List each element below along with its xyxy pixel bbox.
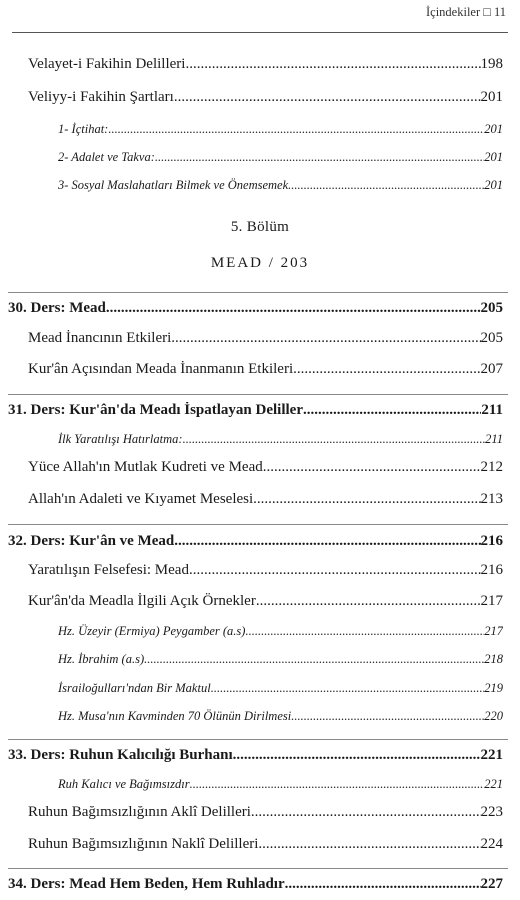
toc-subentry-page: 201 xyxy=(484,122,503,136)
dot-leader xyxy=(106,300,481,317)
lesson-page: 216 xyxy=(480,533,503,549)
part-title: MEAD / 203 xyxy=(210,255,310,271)
dot-leader xyxy=(211,681,485,696)
toc-subentry[interactable] xyxy=(58,777,503,792)
toc-subentry-title: İsrailoğulları'ndan Bir Maktul xyxy=(58,681,211,695)
dot-leader xyxy=(183,432,486,447)
lesson-title: 34. Ders: Mead Hem Beden, Hem Ruhladır xyxy=(8,876,285,892)
toc-subentry[interactable] xyxy=(58,150,503,165)
dot-leader xyxy=(233,747,481,764)
toc-entry-page: 223 xyxy=(480,804,503,820)
dot-leader xyxy=(253,491,480,508)
toc-subentry-page: 201 xyxy=(484,178,503,192)
lesson-title: 32. Ders: Kur'ân ve Mead xyxy=(8,533,175,549)
toc-subentry-title: Ruh Kalıcı ve Bağımsızdır xyxy=(58,777,190,791)
toc-subentry-title: Hz. Musa'nın Kavminden 70 Ölünün Dirilmesi xyxy=(58,709,292,723)
running-header xyxy=(426,5,506,20)
toc-subentry-title: 2- Adalet ve Takva: xyxy=(58,150,155,164)
toc-entry-title: Mead İnancının Etkileri xyxy=(28,330,172,346)
toc-subentry[interactable] xyxy=(58,652,503,667)
dot-leader xyxy=(155,150,484,165)
lesson-title: 33. Ders: Ruhun Kalıcılığı Burhanı xyxy=(8,747,233,763)
toc-subentry-title: Hz. Üzeyir (Ermiya) Peygamber (a.s) xyxy=(58,624,246,638)
toc-subentry-page: 220 xyxy=(484,709,503,723)
lesson-heading[interactable] xyxy=(8,533,503,550)
header-rule xyxy=(12,32,508,33)
toc-entry-title: Kur'ân Açısından Meada İnanmanın Etkileri xyxy=(28,361,294,377)
toc-subentry[interactable] xyxy=(58,122,503,137)
toc-entry[interactable] xyxy=(28,361,503,378)
toc-entry-title: Veliyy-i Fakihin Şartları xyxy=(28,89,174,105)
dot-leader xyxy=(256,593,481,610)
dot-leader xyxy=(190,777,485,792)
toc-entry-title: Ruhun Bağımsızlığının Aklî Delilleri xyxy=(28,804,251,820)
toc-entry-title: Ruhun Bağımsızlığının Naklî Delilleri xyxy=(28,836,259,852)
lesson-page: 227 xyxy=(480,876,503,892)
header-square-icon: □ xyxy=(483,5,491,19)
toc-entry[interactable] xyxy=(28,562,503,579)
toc-subentry-title: Hz. İbrahim (a.s) xyxy=(58,652,145,666)
lesson-page: 211 xyxy=(481,402,503,418)
toc-subentry-page: 201 xyxy=(484,150,503,164)
toc-entry[interactable] xyxy=(28,56,503,73)
toc-entry-page: 212 xyxy=(480,459,503,475)
lesson-separator xyxy=(8,394,508,395)
dot-leader xyxy=(263,459,481,476)
toc-entry-title: Yüce Allah'ın Mutlak Kudreti ve Mead xyxy=(28,459,263,475)
toc-subentry-title: 3- Sosyal Maslahatları Bilmek ve Önemsemek xyxy=(58,178,289,192)
toc-subentry[interactable] xyxy=(58,624,503,639)
lesson-title: 30. Ders: Mead xyxy=(8,300,106,316)
lesson-title: 31. Ders: Kur'ân'da Meadı İspatlayan Deliller xyxy=(8,402,303,418)
toc-entry[interactable] xyxy=(28,89,503,106)
header-title: İçindekiler xyxy=(426,5,481,19)
dot-leader xyxy=(291,709,484,724)
dot-leader xyxy=(185,56,480,73)
toc-subentry-title: İlk Yaratılışı Hatırlatma: xyxy=(58,432,183,446)
lesson-heading[interactable] xyxy=(8,747,503,764)
lesson-page: 205 xyxy=(480,300,503,316)
toc-subentry-page: 219 xyxy=(484,681,503,695)
toc-entry[interactable] xyxy=(28,491,503,508)
part-label: 5. Bölüm xyxy=(230,219,290,235)
toc-entry-title: Velayet-i Fakihin Delilleri xyxy=(28,56,186,72)
toc-entry-page: 198 xyxy=(480,56,503,72)
lesson-separator xyxy=(8,868,508,869)
lesson-page: 221 xyxy=(480,747,503,763)
header-page-number: 11 xyxy=(493,5,506,19)
dot-leader xyxy=(245,624,484,639)
dot-leader xyxy=(108,122,484,137)
toc-subentry-page: 221 xyxy=(484,777,503,791)
toc-subentry[interactable] xyxy=(58,178,503,193)
dot-leader xyxy=(303,402,481,419)
toc-subentry-page: 218 xyxy=(484,652,503,666)
lesson-separator xyxy=(8,524,508,525)
toc-subentry-title: 1- İçtihat: xyxy=(58,122,109,136)
toc-entry[interactable] xyxy=(28,804,503,821)
lesson-heading[interactable] xyxy=(8,300,503,317)
toc-entry-page: 217 xyxy=(480,593,503,609)
dot-leader xyxy=(174,533,480,550)
toc-entry[interactable] xyxy=(28,459,503,476)
lesson-separator xyxy=(8,292,508,293)
toc-entry-page: 207 xyxy=(480,361,503,377)
toc-entry-title: Allah'ın Adaleti ve Kıyamet Meselesi xyxy=(28,491,254,507)
lesson-heading[interactable] xyxy=(8,876,503,893)
toc-subentry[interactable] xyxy=(58,709,503,724)
toc-entry[interactable] xyxy=(28,593,503,610)
dot-leader xyxy=(144,652,484,667)
toc-entry-page: 216 xyxy=(480,562,503,578)
toc-entry-page: 201 xyxy=(480,89,503,105)
dot-leader xyxy=(293,361,480,378)
toc-entry-title: Kur'ân'da Meadla İlgili Açık Örnekler xyxy=(28,593,256,609)
toc-entry-page: 224 xyxy=(480,836,503,852)
dot-leader xyxy=(285,876,481,893)
toc-entry-page: 205 xyxy=(480,330,503,346)
dot-leader xyxy=(258,836,480,853)
toc-entry-title: Yaratılışın Felsefesi: Mead xyxy=(28,562,189,578)
toc-subentry-page: 211 xyxy=(485,432,503,446)
toc-subentry[interactable] xyxy=(58,681,503,696)
toc-entry[interactable] xyxy=(28,330,503,347)
toc-entry[interactable] xyxy=(28,836,503,853)
lesson-separator xyxy=(8,739,508,740)
dot-leader xyxy=(189,562,481,579)
dot-leader xyxy=(171,330,480,347)
dot-leader xyxy=(288,178,484,193)
toc-subentry[interactable] xyxy=(58,432,503,447)
lesson-heading[interactable] xyxy=(8,402,503,419)
dot-leader xyxy=(251,804,481,821)
toc-subentry-page: 217 xyxy=(484,624,503,638)
toc-entry-page: 213 xyxy=(480,491,503,507)
dot-leader xyxy=(174,89,481,106)
